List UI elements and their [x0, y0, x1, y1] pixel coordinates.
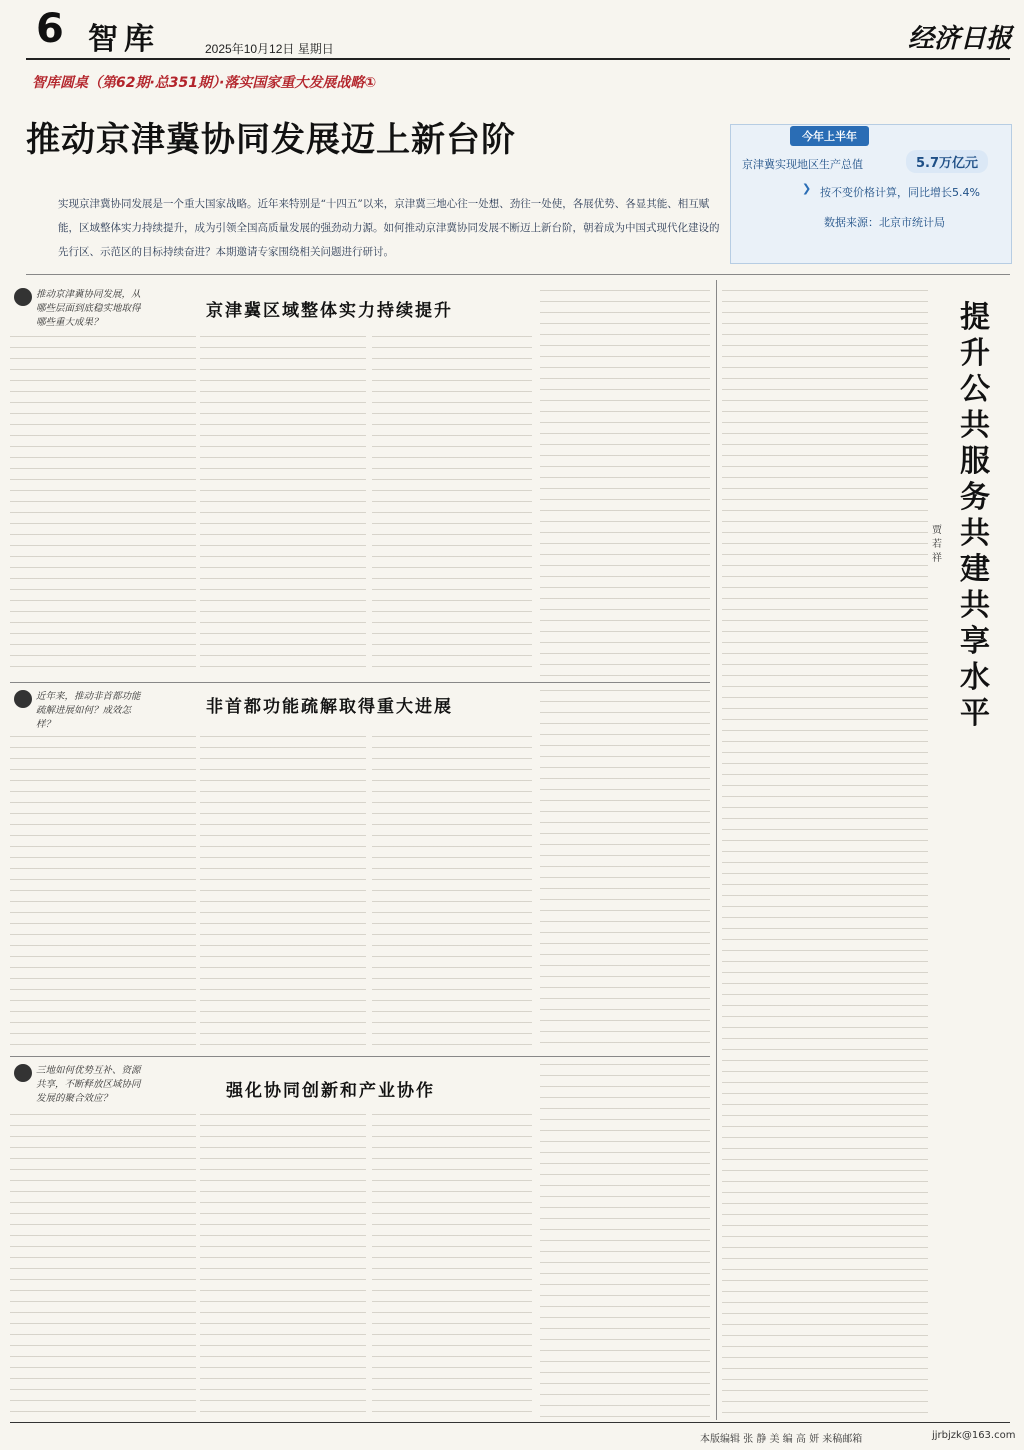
section-2-column-2: [200, 736, 366, 1048]
question-icon: [14, 1064, 32, 1082]
section-3-title: 强化协同创新和产业协作: [226, 1081, 435, 1101]
section-3-column-1: [10, 1114, 196, 1418]
footer-rule: [10, 1422, 1010, 1423]
question-icon: [14, 288, 32, 306]
section-3-column-3: [372, 1114, 532, 1418]
section-2-column-4: [540, 690, 710, 1048]
section-1-column-1: [10, 336, 196, 676]
issue-date: 2025年10月12日 星期日: [205, 42, 334, 56]
side-article-author: 贾若祥: [932, 525, 942, 564]
section-1-column-4: [540, 290, 710, 676]
intro-rule: [26, 274, 1010, 275]
section-3-column-2: [200, 1114, 366, 1418]
stat-box-header: 今年上半年: [790, 126, 869, 146]
section-1-column-2: [200, 336, 366, 676]
column-divider: [716, 280, 717, 1420]
section-rule: [10, 1056, 710, 1057]
masthead: [0, 0, 1024, 58]
side-article-title: 提升公共服务共建共享水平: [960, 300, 990, 731]
section-2-column-3: [372, 736, 532, 1048]
intro-paragraph: 实现京津冀协同发展是一个重大国家战略。近年来特别是“十四五”以来，京津冀三地心往一处想、劲往一处使，各展优势、各显其能、相互赋能，区域整体实力持续提升，成为引领全国高质量发展的强劲动力源。如何推动京津冀协同发展不断迈上新台阶，朝着成为中国式现代化建设的先行区、示范区的目标持续奋进？本期邀请专家围绕相关问题进行研讨。: [58, 198, 720, 258]
main-title: 推动京津冀协同发展迈上新台阶: [26, 120, 516, 160]
column-name: 智库: [88, 22, 160, 57]
question-icon: [14, 690, 32, 708]
side-article-body: [722, 290, 928, 1418]
masthead-rule: [26, 58, 1010, 60]
page-number: 6: [36, 6, 64, 52]
newspaper-logo: 经济日报: [908, 24, 1013, 54]
stat-source: 数据来源：北京市统计局: [824, 216, 945, 229]
section-1-column-3: [372, 336, 532, 676]
chevron-right-icon: ❯: [802, 182, 812, 195]
series-line: 智库圆桌（第62期·总351期）·落实国家重大发展战略①: [32, 75, 377, 91]
section-rule: [10, 682, 710, 683]
footer-editors: 本版编辑 张 静 美 编 高 妍 来稿邮箱: [700, 1434, 863, 1445]
section-2-title: 非首都功能疏解取得重大进展: [206, 697, 453, 717]
section-1-question: 推动京津冀协同发展，从哪些层面到底稳实地取得哪些重大成果？: [36, 289, 141, 328]
stat-value: 5.7万亿元: [906, 150, 988, 173]
section-3-question: 三地如何优势互补、资源共享，不断释放区域协同发展的聚合效应？: [36, 1065, 141, 1104]
footer-email: jjrbjzk@163.com: [932, 1430, 1016, 1441]
stat-label: 京津冀实现地区生产总值: [742, 158, 863, 171]
section-3-column-4: [540, 1064, 710, 1418]
section-2-column-1: [10, 736, 196, 1048]
section-1-title: 京津冀区域整体实力持续提升: [206, 301, 453, 321]
section-2-question: 近年来，推动非首都功能疏解进展如何？成效怎样？: [36, 691, 141, 730]
stat-subtext: 按不变价格计算，同比增长5.4%: [820, 186, 980, 199]
